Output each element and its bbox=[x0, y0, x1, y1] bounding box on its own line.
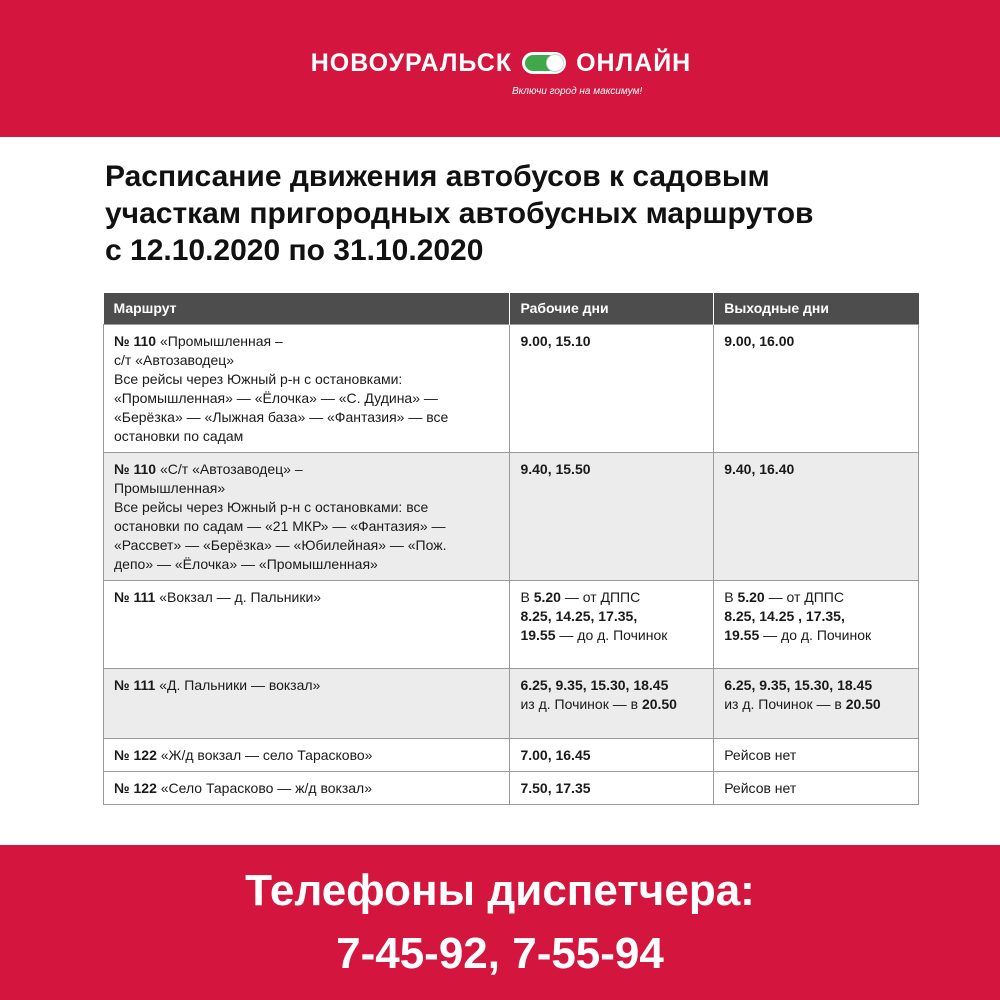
no-trips-text: Рейсов нет bbox=[724, 746, 797, 763]
route-number: № 111 bbox=[114, 676, 156, 693]
route-text: остановки по садам — «21 МКР» — «Фантазия» — bbox=[114, 517, 446, 534]
workdays-times: 9.40, 15.50 bbox=[520, 460, 591, 477]
route-cell bbox=[104, 738, 510, 771]
weekends-cell bbox=[714, 324, 919, 452]
route-text: «Д. Пальники — вокзал» bbox=[159, 676, 321, 693]
dispatcher-phones-title: Телефоны диспетчера: bbox=[245, 866, 755, 915]
logo-right-word: ОНЛАЙН bbox=[576, 49, 692, 77]
schedule-prefix: В bbox=[724, 588, 738, 605]
route-text: «Рассвет» — «Берёзка» — «Юбилейная» — «Пож. bbox=[114, 536, 447, 553]
route-number: № 111 bbox=[114, 588, 156, 605]
route-text: с/т «Автозаводец» bbox=[114, 351, 235, 368]
departure-times: 8.25, 14.25, 17.35, bbox=[520, 607, 638, 624]
title-line: с 12.10.2020 по 31.10.2020 bbox=[105, 234, 484, 267]
page-title bbox=[105, 158, 925, 269]
weekends-times: 9.00, 16.00 bbox=[724, 332, 795, 349]
workdays-times: 7.50, 17.35 bbox=[520, 779, 591, 796]
workdays-cell bbox=[510, 738, 714, 771]
dispatcher-phones: 7-45-92, 7-55-94 bbox=[336, 929, 664, 978]
departure-times: 6.25, 9.35, 15.30, 18.45 bbox=[520, 676, 669, 693]
route-cell bbox=[104, 324, 510, 452]
route-number: № 110 bbox=[114, 332, 157, 349]
route-text: «Промышленная» — «Ёлочка» — «С. Дудина» — bbox=[114, 389, 438, 406]
table-header-row bbox=[104, 293, 919, 324]
schedule-note: — от ДППС bbox=[764, 588, 844, 605]
weekends-cell bbox=[714, 771, 919, 804]
departure-time: 5.20 bbox=[737, 588, 765, 605]
route-text: Все рейсы через Южный р-н с остановками: bbox=[114, 370, 403, 387]
table-row bbox=[104, 452, 919, 580]
departure-time: 20.50 bbox=[845, 695, 881, 712]
schedule-note: — до д. Починок bbox=[555, 626, 668, 643]
schedule-note: из д. Починок — в bbox=[724, 695, 846, 712]
route-cell bbox=[104, 580, 510, 668]
weekends-cell bbox=[714, 580, 919, 668]
schedule-note: из д. Починок — в bbox=[520, 695, 642, 712]
column-header-workdays: Рабочие дни bbox=[510, 293, 714, 324]
route-text: «Село Тарасково — ж/д вокзал» bbox=[160, 779, 372, 796]
column-header-route: Маршрут bbox=[104, 293, 510, 324]
schedule-note: — до д. Починок bbox=[759, 626, 872, 643]
workdays-cell bbox=[510, 668, 714, 738]
departure-times: 6.25, 9.35, 15.30, 18.45 bbox=[724, 676, 873, 693]
workdays-cell bbox=[510, 324, 714, 452]
departure-times: 8.25, 14.25 , 17.35, bbox=[724, 607, 845, 624]
departure-time: 5.20 bbox=[533, 588, 561, 605]
weekends-times: 9.40, 16.40 bbox=[724, 460, 795, 477]
title-line: участкам пригородных автобусных маршрутов bbox=[105, 197, 814, 230]
column-header-weekends: Выходные дни bbox=[714, 293, 919, 324]
departure-time: 20.50 bbox=[641, 695, 677, 712]
weekends-cell bbox=[714, 738, 919, 771]
route-text: «С/т «Автозаводец» – bbox=[159, 460, 303, 477]
schedule-prefix: В bbox=[520, 588, 534, 605]
schedule-note: — от ДППС bbox=[560, 588, 641, 605]
table-row bbox=[104, 580, 919, 668]
weekends-cell bbox=[714, 668, 919, 738]
route-cell bbox=[104, 668, 510, 738]
slogan: Включи город на максимум! bbox=[512, 86, 643, 97]
route-text: «Вокзал — д. Пальники» bbox=[159, 588, 322, 605]
weekends-cell bbox=[714, 452, 919, 580]
route-number: № 110 bbox=[114, 460, 157, 477]
table-row bbox=[104, 771, 919, 804]
table-row bbox=[104, 738, 919, 771]
route-number: № 122 bbox=[114, 746, 157, 763]
departure-time: 19.55 bbox=[724, 626, 760, 643]
route-cell bbox=[104, 452, 510, 580]
departure-time: 19.55 bbox=[520, 626, 556, 643]
workdays-times: 7.00, 16.45 bbox=[520, 746, 591, 763]
workdays-cell bbox=[510, 771, 714, 804]
route-text: «Ж/д вокзал — село Тарасково» bbox=[160, 746, 373, 763]
route-text: «Промышленная – bbox=[159, 332, 283, 349]
route-cell bbox=[104, 771, 510, 804]
no-trips-text: Рейсов нет bbox=[724, 779, 797, 796]
toggle-switch-icon bbox=[522, 52, 566, 74]
workdays-cell bbox=[510, 580, 714, 668]
table-row bbox=[104, 324, 919, 452]
route-text: Все рейсы через Южный р-н с остановками: все bbox=[114, 498, 429, 515]
schedule-table bbox=[103, 293, 919, 805]
route-text: «Берёзка» — «Лыжная база» — «Фантазия» — все bbox=[114, 408, 449, 425]
route-text: депо» — «Ёлочка» — «Промышленная» bbox=[114, 555, 378, 572]
route-number: № 122 bbox=[114, 779, 157, 796]
workdays-cell bbox=[510, 452, 714, 580]
workdays-times: 9.00, 15.10 bbox=[520, 332, 591, 349]
logo-left-word: НОВОУРАЛЬСК bbox=[310, 49, 513, 77]
table-row bbox=[104, 668, 919, 738]
title-line: Расписание движения автобусов к садовым bbox=[105, 160, 770, 193]
route-text: Промышленная» bbox=[114, 479, 226, 496]
site-logo[interactable] bbox=[0, 46, 1000, 80]
route-text: остановки по садам bbox=[114, 427, 244, 444]
